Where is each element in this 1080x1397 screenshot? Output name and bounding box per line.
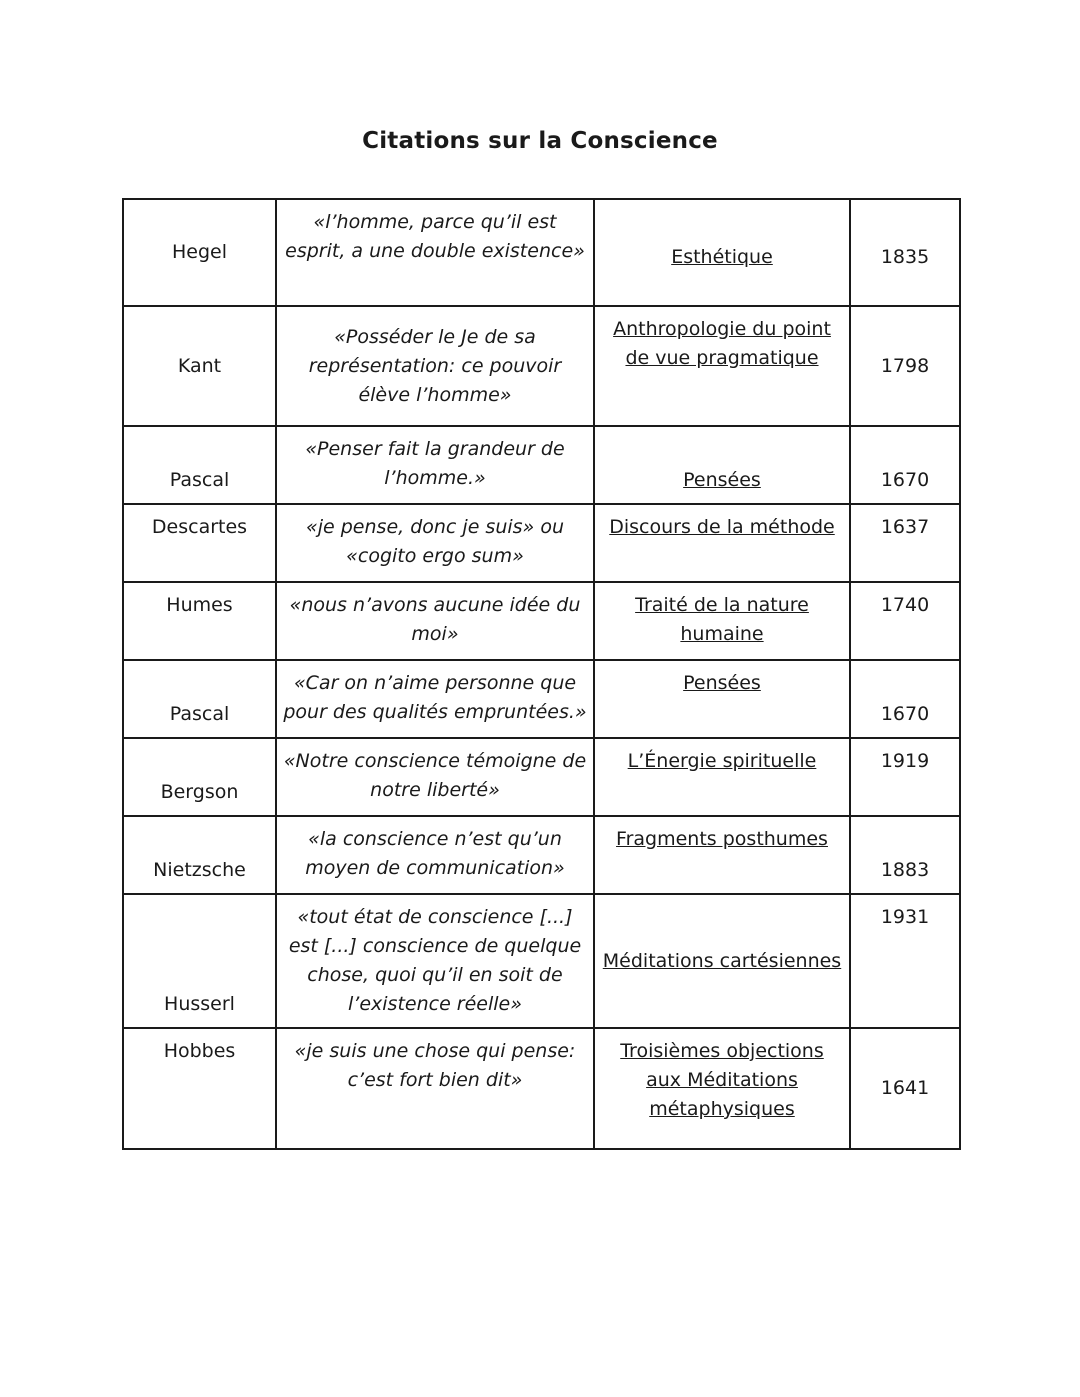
quote-cell: «je pense, donc je suis» ou «cogito ergo sum» xyxy=(276,504,594,582)
work-link[interactable]: Pensées xyxy=(594,426,850,504)
quote-cell: «la conscience n’est qu’un moyen de communication» xyxy=(276,816,594,894)
author-cell: Pascal xyxy=(123,426,276,504)
table-row xyxy=(123,816,960,894)
year-cell: 1931 xyxy=(850,894,960,1028)
author-cell: Kant xyxy=(123,306,276,426)
author-cell: Husserl xyxy=(123,894,276,1028)
table-row xyxy=(123,660,960,738)
year-cell: 1835 xyxy=(850,199,960,306)
table-row xyxy=(123,306,960,426)
author-cell: Humes xyxy=(123,582,276,660)
work-link[interactable]: Anthropologie du point de vue pragmatique xyxy=(594,306,850,426)
citations-table xyxy=(122,198,961,1150)
work-link[interactable]: Pensées xyxy=(594,660,850,738)
table-row xyxy=(123,1028,960,1149)
quote-cell: «je suis une chose qui pense: c’est fort bien dit» xyxy=(276,1028,594,1149)
year-cell: 1919 xyxy=(850,738,960,816)
table-row xyxy=(123,426,960,504)
year-cell: 1670 xyxy=(850,426,960,504)
year-cell: 1883 xyxy=(850,816,960,894)
work-link[interactable]: Troisièmes objections aux Méditations métaphysiques xyxy=(594,1028,850,1149)
quote-cell: «Notre conscience témoigne de notre liberté» xyxy=(276,738,594,816)
author-cell: Hegel xyxy=(123,199,276,306)
author-cell: Hobbes xyxy=(123,1028,276,1149)
year-cell: 1670 xyxy=(850,660,960,738)
author-cell: Pascal xyxy=(123,660,276,738)
quote-cell: «nous n’avons aucune idée du moi» xyxy=(276,582,594,660)
author-cell: Descartes xyxy=(123,504,276,582)
work-link[interactable]: Discours de la méthode xyxy=(594,504,850,582)
work-link[interactable]: L’Énergie spirituelle xyxy=(594,738,850,816)
table-row xyxy=(123,582,960,660)
table-row xyxy=(123,738,960,816)
quote-cell: «Penser fait la grandeur de l’homme.» xyxy=(276,426,594,504)
year-cell: 1798 xyxy=(850,306,960,426)
year-cell: 1740 xyxy=(850,582,960,660)
table-row xyxy=(123,894,960,1028)
work-link[interactable]: Traité de la nature humaine xyxy=(594,582,850,660)
year-cell: 1641 xyxy=(850,1028,960,1149)
quote-cell: «tout état de conscience [...] est [...] conscience de quelque chose, quoi qu’il en soit de l’existence réelle» xyxy=(276,894,594,1028)
work-link[interactable]: Méditations cartésiennes xyxy=(594,894,850,1028)
author-cell: Bergson xyxy=(123,738,276,816)
quote-cell: «Car on n’aime personne que pour des qualités empruntées.» xyxy=(276,660,594,738)
year-cell: 1637 xyxy=(850,504,960,582)
quote-cell: «Posséder le Je de sa représentation: ce pouvoir élève l’homme» xyxy=(276,306,594,426)
quote-cell: «l’homme, parce qu’il est esprit, a une double existence» xyxy=(276,199,594,306)
page-title: Citations sur la Conscience xyxy=(362,128,718,154)
author-cell: Nietzsche xyxy=(123,816,276,894)
work-link[interactable]: Esthétique xyxy=(594,199,850,306)
table-row xyxy=(123,504,960,582)
work-link[interactable]: Fragments posthumes xyxy=(594,816,850,894)
table-row xyxy=(123,199,960,306)
